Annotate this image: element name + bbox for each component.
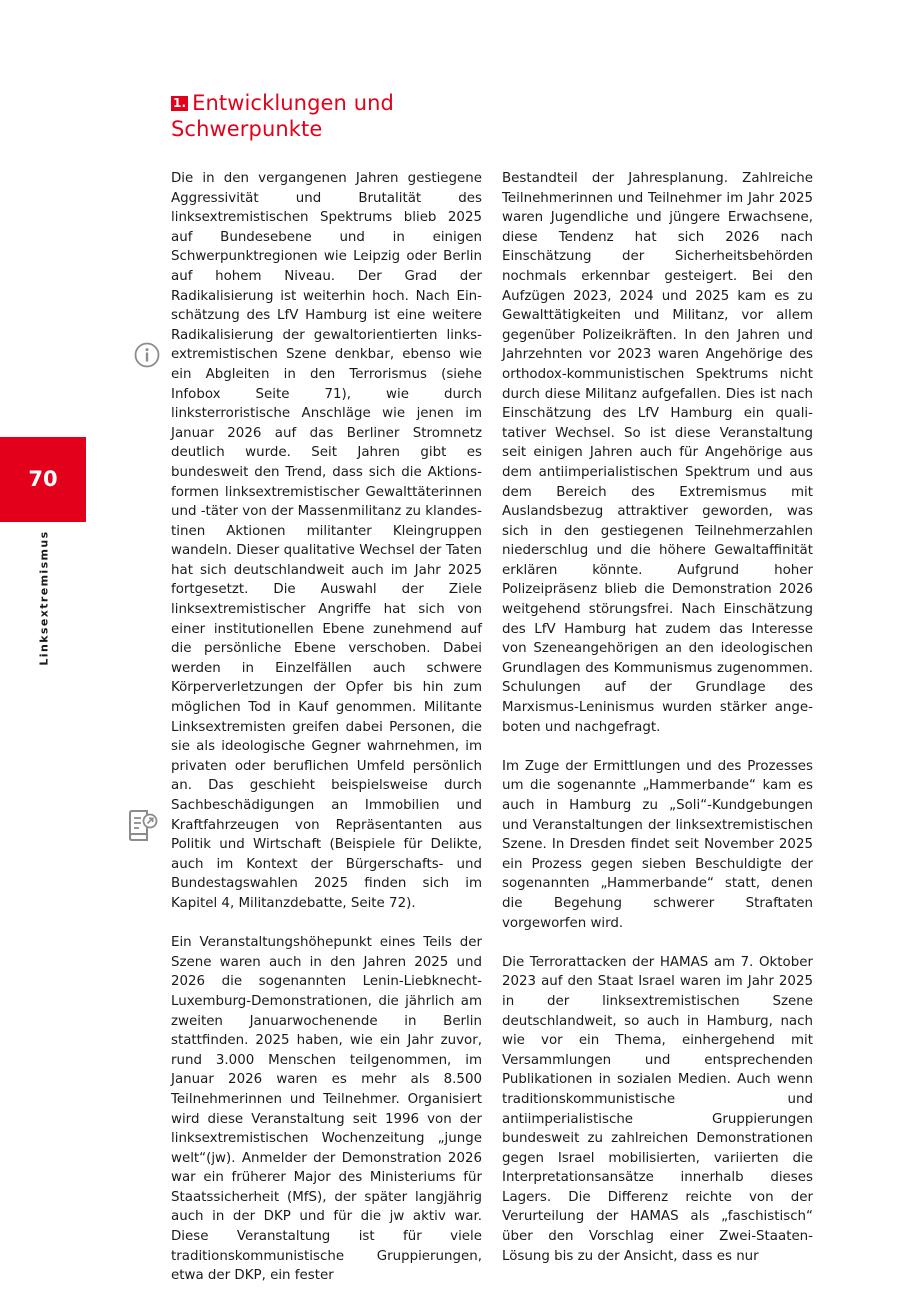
text-column-right xyxy=(502,169,813,1286)
paragraph: Die Terrorattacken der HAMAS am 7. Oktober 2023 auf den Staat Israel waren im Jahr 2025 in der linksextremistischen Szene deutschlandweit, so auch in Hamburg, nach wie vor ein Thema, einhergehend mit Versammlungen und entsprechenden Publikationen in sozialen Medien. Auch wenn traditionskommunistische und antiimperialistische Gruppierungen bundesweit zu zahlreichen Demonstrationen gegen Israel mobilisierten, variierten die Interpretationsansätze innerhalb dieses Lagers. Die Differenz reichte von der Verurteilung der HAMAS als „faschistisch“ über den Vorschlag einer Zwei-Staaten-Lösung bis zu der Ansicht, dass es nur xyxy=(502,954,813,1264)
book-reference-icon[interactable] xyxy=(127,809,159,843)
paragraph: Im Zuge der Ermittlungen und des Prozesses um die sogenannte „Hammerbande“ kam es auch in Hamburg zu „Soli“-Kundgebungen und Veranstaltungen der linksextremistischen Szene. In Dresden findet seit November 2025 ein Prozess gegen sieben Beschuldigte der sogenannten „Hammerbande“ statt, denen die Begehung schwerer Straftaten vorgeworfen wird. xyxy=(502,758,813,931)
section-heading xyxy=(171,90,491,142)
chapter-side-label: Linksextremismus xyxy=(37,530,51,666)
section-number-badge: 1. xyxy=(173,96,187,110)
section-title: Entwicklungen und Schwerpunkte xyxy=(171,91,394,141)
info-icon[interactable] xyxy=(134,342,160,368)
paragraph: Die in den vergangenen Jahren gestiegene Aggressivität und Brutalität des linksextremistischen Spektrums blieb 2025 auf Bundesebene und in einigen Schwerpunktregionen wie Leipzig oder Berlin auf hohem Niveau. Der Grad der Radikalisierung ist weiterhin hoch. Nach Einschätzung des LfV Hamburg ist eine weitere Radikalisierung der gewaltorientierten linksextremistischen Szene denkbar, ebenso wie ein Abgleiten in den Terrorismus (siehe Infobox Seite 71), wie durch linksterroristische Anschläge wie jenen im Januar 2026 auf das Berliner Stromnetz deutlich wurde. Seit Jahren gibt es bundesweit den Trend, dass sich die Aktionsformen linksextremistischer Gewalttäterinnen und -täter von der Massenmilitanz zu klandestinen Aktionen militanter Kleingruppen wandeln. Dieser qualitative Wechsel der Taten hat sich deutschlandweit auch im Jahr 2025 fortgesetzt. Die Auswahl der Ziele linksextremistischer Angriffe hat sich von einer institutionellen Ebene zunehmend auf die persönliche Ebene verschoben. Dabei werden in Einzelfällen auch schwere Körperverletzungen der Opfer bis hin zum möglichen Tod in Kauf genommen. Militante Linksextremisten greifen dabei Personen, die sie als ideologische Gegner wahrnehmen, im privaten oder beruflichen Umfeld persönlich an. Das geschieht beispielsweise durch Sachbeschädigungen an Immobilien und Kraftfahrzeugen von Repräsentanten aus Politik und Wirtschaft (Beispiele für Delikte, auch im Kontext der Bürgerschafts- und Bundestagswahlen 2025 finden sich im Kapitel 4, Militanzdebatte, Seite 72). xyxy=(171,171,482,911)
page-number: 70 xyxy=(28,467,58,491)
paragraph: Ein Veranstaltungshöhepunkt eines Teils der Szene waren auch in den Jahren 2025 und 2026 die sogenannten Lenin-Liebknecht-Luxemburg-Demonstrationen, die jährlich am zweiten Januarwochenende in Berlin stattfinden. 2025 haben, wie ein Jahr zuvor, rund 3.000 Menschen teilgenommen, im Januar 2026 waren es mehr als 8.500 Teilnehmerinnen und Teilnehmer. Organisiert wird diese Veranstaltung seit 1996 von der linksextremistischen Wochenzeitung „junge welt“(jw). Anmelder der Demonstration 2026 war ein früherer Major des Ministeriums für Staatssicherheit (MfS), der später langjährig auch in der DKP und für die jw aktiv war. Diese Veranstaltung ist für viele traditionskommunistische Gruppierungen, etwa der DKP, ein fester xyxy=(171,935,482,1284)
page-number-tab xyxy=(0,437,86,522)
text-column-left xyxy=(171,169,482,1305)
paragraph: Bestandteil der Jahresplanung. Zahlreiche Teilnehmerinnen und Teilnehmer im Jahr 2025 waren Jugendliche und jüngere Erwachsene, diese Tendenz hat sich 2026 nach Einschätzung der Sicherheitsbehörden nochmals erkennbar gesteigert. Bei den Aufzügen 2023, 2024 und 2025 kam es zu Gewalttätigkeiten und Militanz, vor allem gegenüber Polizeikräften. In den Jahren und Jahrzehnten vor 2023 waren Angehörige des orthodox-kommunistischen Spektrums nicht durch diese Militanz aufgefallen. Dies ist nach Einschätzung des LfV Hamburg ein qualitativer Wechsel. So ist diese Veranstaltung seit einigen Jahren auch für Angehörige aus dem antiimperialistischen Spektrum und aus dem Bereich des Extremismus mit Auslandsbezug attraktiver geworden, was sich in den gestiegenen Teilnehmerzahlen niederschlug und die höhere Gewaltaffinität erklären könnte. Aufgrund hoher Polizeipräsenz blieb die Demonstration 2026 weitgehend störungsfrei. Nach Einschätzung des LfV Hamburg hat zudem das Interesse von Szeneangehörigen an den ideologischen Grundlagen des Kommunismus zugenommen. Schulungen auf der Grundlage des Marxismus-Leninismus wurden stärker angeboten und nachgefragt. xyxy=(502,171,813,735)
